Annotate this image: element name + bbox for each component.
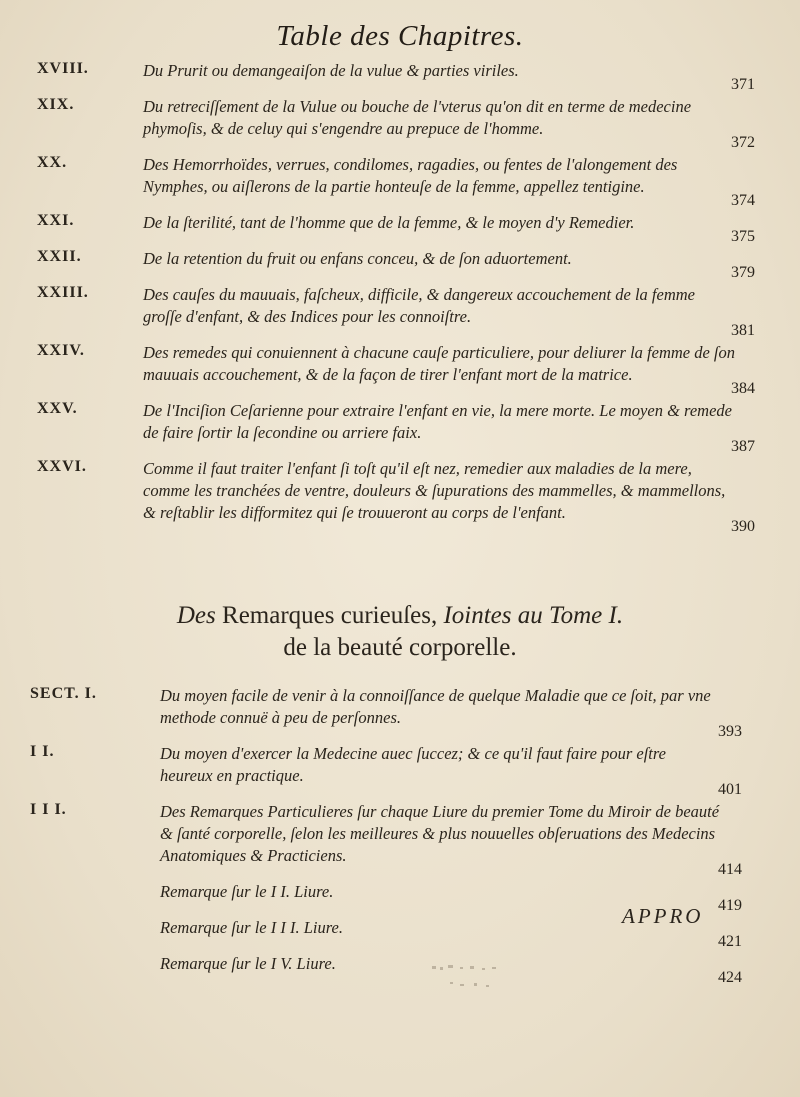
remarques-list	[30, 685, 742, 989]
page-number: 401	[718, 781, 742, 798]
chapter-title: De la ſterilité, tant de l'homme que de la femme, & le moyen d'y Remedier.	[143, 213, 635, 232]
remarque-title: Remarque ſur le I I. Liure.	[160, 882, 334, 901]
chapter-title: De la retention du fruit ou enfans conceu, & de ſon aduortement.	[143, 249, 572, 268]
section-heading-prefix: Des	[176, 602, 216, 629]
chapter-title: Comme il faut traiter l'enfant ſi toſt qu'il eſt nez, remedier aux maladies de la mere, comme les tranchées de ventre, douleurs & ſupurations des mammelles, & mammellons, & reſtablir les difformitez qui ſe trouueront au corps de l'enfant.	[143, 459, 726, 522]
chapter-entry	[37, 284, 755, 340]
chapter-title: Des remedes qui conuiennent à chacune cauſe particuliere, pour deliurer la femme de ſon mauuais accouchement, & de la façon de tirer l'enfant mort de la matrice.	[143, 343, 736, 384]
remarque-title: Du moyen facile de venir à la connoiſſance de quelque Maladie que ce ſoit, par vne methode connuë à peu de perſonnes.	[160, 686, 711, 727]
chapter-entry	[37, 400, 755, 456]
remarque-title: Des Remarques Particulieres ſur chaque Liure du premier Tome du Miroir de beauté & ſanté corporelle, ſelon les meilleures & plus nouuelles obſeruations des Medecins Anatomiques & Practiciens.	[160, 802, 720, 865]
page-number: 372	[731, 134, 755, 151]
section-heading	[0, 600, 800, 664]
section-number: I I.	[30, 743, 55, 760]
page-number: 421	[718, 933, 742, 950]
chapter-title: Du retreciſſement de la Vulue ou bouche de l'vterus qu'on dit en terme de medecine phymoſis, & de celuy qui s'engendre au prepuce de l'homme.	[143, 97, 692, 138]
chapter-title: Du Prurit ou demangeaiſon de la vulue & parties viriles.	[143, 61, 519, 80]
chapter-number: XIX.	[37, 96, 75, 113]
chapter-entry	[37, 342, 755, 398]
catchword: APPRO	[622, 904, 704, 928]
page-number: 375	[731, 228, 755, 245]
chapter-title: De l'Inciſion Ceſarienne pour extraire l'enfant en vie, la mere morte. Le moyen & remede de faire ſortir la ſecondine ou arriere faix.	[143, 401, 732, 442]
remarque-entry	[30, 801, 742, 879]
chapter-entry	[37, 154, 755, 210]
section-number: SECT. I.	[30, 685, 97, 702]
chapter-entry	[37, 458, 755, 536]
page-number: 379	[731, 264, 755, 281]
remarque-title: Remarque ſur le I I I. Liure.	[160, 918, 343, 937]
chapter-list	[37, 60, 755, 538]
page-number: 371	[731, 76, 755, 93]
section-heading-main: Remarques curieuſes,	[222, 602, 438, 629]
chapter-number: XXVI.	[37, 458, 87, 475]
page-number: 414	[718, 861, 742, 878]
chapter-number: XXIV.	[37, 342, 85, 359]
page-number: 374	[731, 192, 755, 209]
chapter-entry	[37, 248, 755, 282]
chapter-number: XXI.	[37, 212, 75, 229]
remarque-entry	[30, 685, 742, 741]
chapter-title: Des cauſes du mauuais, faſcheux, difficile, & dangereux accouchement de la femme groſſe d'enfant, & des Indices pour les connoiſtre.	[143, 285, 695, 326]
remarque-entry	[30, 743, 742, 799]
chapter-number: XVIII.	[37, 60, 89, 77]
page-number: 424	[718, 969, 742, 986]
chapter-number: XXV.	[37, 400, 78, 417]
chapter-title: Des Hemorrhoïdes, verrues, condilomes, ragadies, ou fentes de l'alongement des Nymphes, ou aiſlerons de la partie honteuſe de la femme, appellez tentigine.	[143, 155, 678, 196]
section-heading-line2: de la beauté corporelle.	[283, 634, 517, 661]
section-number: I I I.	[30, 801, 67, 818]
running-head: Table des Chapitres.	[276, 20, 524, 52]
section-heading-italic: Iointes au Tome I.	[443, 602, 624, 629]
chapter-number: XX.	[37, 154, 68, 171]
ink-bleed-mark	[430, 962, 520, 994]
chapter-entry	[37, 212, 755, 246]
page-number: 390	[731, 518, 755, 535]
page-number: 387	[731, 438, 755, 455]
chapter-number: XXII.	[37, 248, 82, 265]
page-number: 384	[731, 380, 755, 397]
remarque-title: Remarque ſur le I V. Liure.	[160, 954, 336, 973]
chapter-number: XXIII.	[37, 284, 89, 301]
page-number: 419	[718, 897, 742, 914]
page-number: 393	[718, 723, 742, 740]
chapter-entry	[37, 60, 755, 94]
remarque-title: Du moyen d'exercer la Medecine auec ſuccez; & ce qu'il faut faire pour eſtre heureux en practique.	[160, 744, 666, 785]
chapter-entry	[37, 96, 755, 152]
page-number: 381	[731, 322, 755, 339]
